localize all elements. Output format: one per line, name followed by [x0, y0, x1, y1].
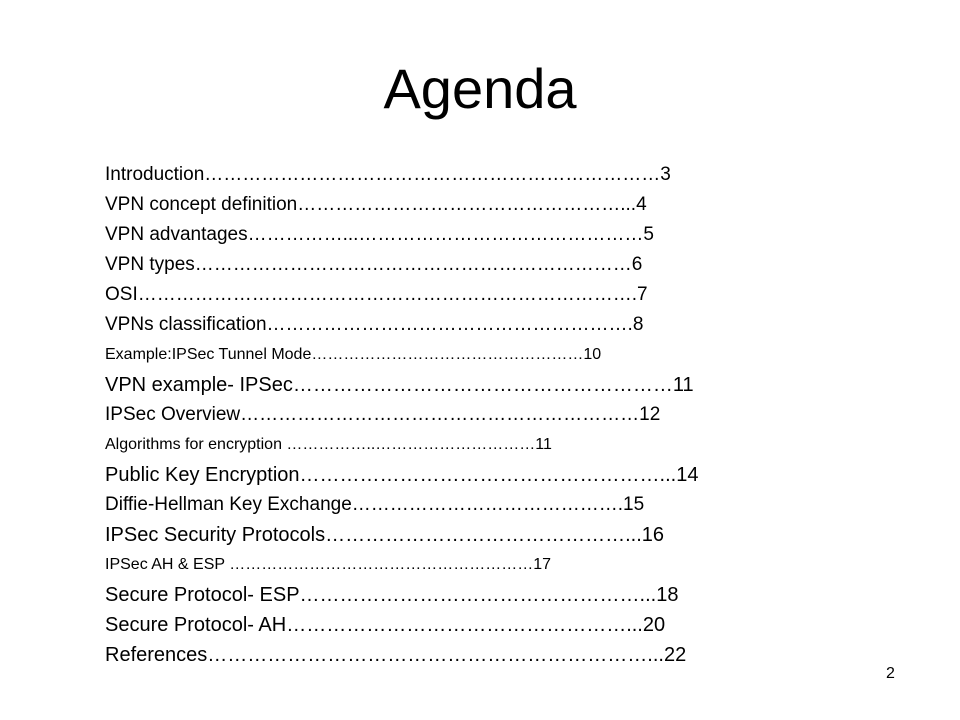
agenda-item-diffie-hellman-key-exchange: Diffie-Hellman Key Exchange…………………………………….15: [105, 494, 645, 515]
agenda-list: [105, 160, 845, 670]
agenda-item-secure-protocol-ah: Secure Protocol- AH……………………………………………...20: [105, 614, 666, 636]
agenda-item-osi: OSI…………………………………………………………………….7: [105, 284, 648, 305]
slide-page-number: 2: [886, 665, 895, 682]
agenda-item-algorithms-for-encryption: Algorithms for encryption ……………..…………………………11: [105, 436, 552, 453]
agenda-item-ipsec-overview: IPSec Overview………………………………………………………12: [105, 404, 661, 425]
agenda-item-ipsec-security-protocols: IPSec Security Protocols………………………………………...16: [105, 524, 665, 546]
agenda-item-ipsec-ah-esp: IPSec AH & ESP …………………………………………………17: [105, 556, 552, 573]
agenda-item-public-key-encryption: Public Key Encryption………………………………………………...14: [105, 464, 699, 486]
agenda-item-vpn-example-ipsec: VPN example- IPSec…………………………………………………11: [105, 374, 694, 396]
slide-title: Agenda: [383, 57, 577, 120]
agenda-item-introduction: Introduction………………………………………………………………3: [105, 164, 671, 185]
agenda-item-vpns-classification: VPNs classification………………………………………………….8: [105, 314, 644, 335]
agenda-item-vpn-advantages: VPN advantages……………...………………………………………5: [105, 224, 654, 245]
agenda-item-secure-protocol-esp: Secure Protocol- ESP……………………………………………...18: [105, 584, 679, 606]
agenda-item-vpn-types: VPN types……………………………………………………………6: [105, 254, 643, 275]
agenda-item-example-ipsec-tunnel-mode: Example:IPSec Tunnel Mode……………………………………………10: [105, 346, 602, 363]
agenda-item-vpn-concept-definition: VPN concept definition……………………………………………...4: [105, 194, 647, 215]
agenda-item-references: References…………………………………………………………...22: [105, 644, 687, 666]
